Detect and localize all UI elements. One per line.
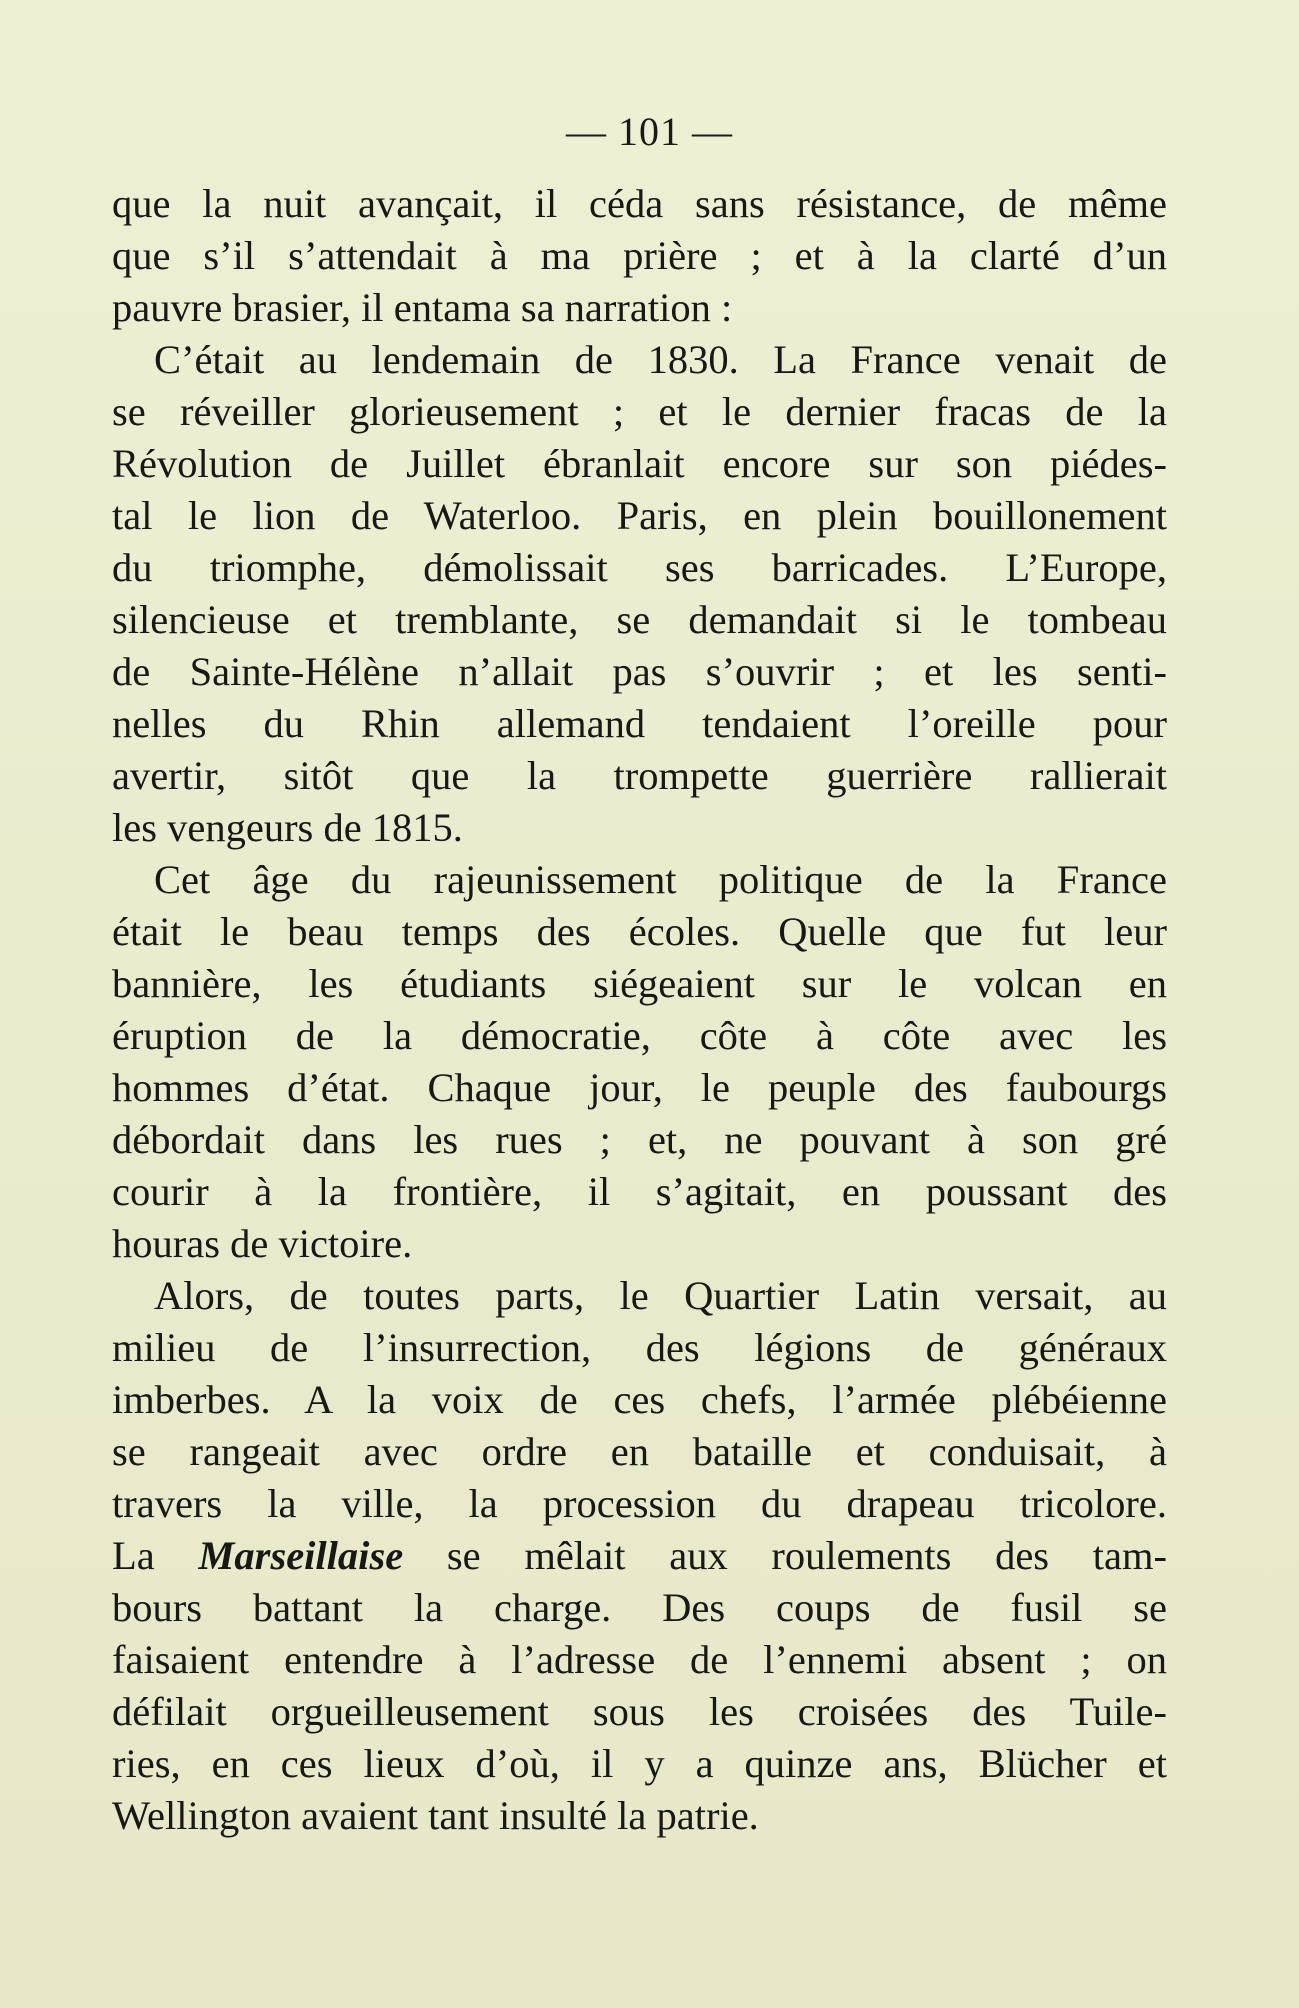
text-line: de Sainte-Hélène n’allait pas s’ouvrir ; et les senti- [112, 649, 1167, 694]
text-line: courir à la frontière, il s’agitait, en poussant des [112, 1169, 1167, 1214]
text-line: du triomphe, démolissait ses barricades. L’Europe, [112, 545, 1167, 590]
text-line: était le beau temps des écoles. Quelle que fut leur [112, 909, 1167, 954]
paragraph-first-line: Alors, de toutes parts, le Quartier Latin versait, au [154, 1273, 1167, 1318]
text-line: Révolution de Juillet ébranlait encore sur son piédes- [112, 441, 1167, 486]
paragraph-first-line: C’était au lendemain de 1830. La France venait de [154, 337, 1167, 382]
text-line: débordait dans les rues ; et, ne pouvant à son gré [112, 1117, 1167, 1162]
text-line: se réveiller glorieusement ; et le dernier fracas de la [112, 389, 1167, 434]
text-segment: se mêlait aux roulements des tam- [403, 1533, 1167, 1578]
body-text [112, 178, 1167, 1842]
paragraph-first-line: Cet âge du rajeunissement politique de la France [154, 857, 1167, 902]
text-line: éruption de la démocratie, côte à côte avec les [112, 1013, 1167, 1058]
text-line: pauvre brasier, il entama sa narration : [112, 285, 733, 330]
text-line: se rangeait avec ordre en bataille et conduisait, à [112, 1429, 1167, 1474]
text-line: hommes d’état. Chaque jour, le peuple des faubourgs [112, 1065, 1167, 1110]
text-line: bours battant la charge. Des coups de fusil se [112, 1585, 1167, 1630]
text-segment: La [112, 1533, 199, 1578]
text-line: silencieuse et tremblante, se demandait si le tombeau [112, 597, 1167, 642]
text-line: nelles du Rhin allemand tendaient l’oreille pour [112, 701, 1167, 746]
text-line-with-emphasis [112, 1530, 1167, 1582]
text-line: houras de victoire. [112, 1221, 413, 1266]
text-line: bannière, les étudiants siégeaient sur le volcan en [112, 961, 1167, 1006]
text-line: que la nuit avançait, il céda sans résistance, de même [112, 181, 1167, 226]
page-number: — 101 — [566, 109, 733, 154]
emphasized-title: Marseillaise [198, 1533, 404, 1578]
text-line: Wellington avaient tant insulté la patrie. [112, 1793, 759, 1838]
text-line: milieu de l’insurrection, des légions de généraux [112, 1325, 1167, 1370]
text-line: faisaient entendre à l’adresse de l’ennemi absent ; on [112, 1637, 1167, 1682]
text-line: tal le lion de Waterloo. Paris, en plein bouillonement [112, 493, 1167, 538]
text-line: les vengeurs de 1815. [112, 805, 463, 850]
text-line: que s’il s’attendait à ma prière ; et à la clarté d’un [112, 233, 1167, 278]
text-line: défilait orgueilleusement sous les croisées des Tuile- [112, 1689, 1167, 1734]
text-line: travers la ville, la procession du drapeau tricolore. [112, 1481, 1167, 1526]
text-line: avertir, sitôt que la trompette guerrière rallierait [112, 753, 1167, 798]
text-line: ries, en ces lieux d’où, il y a quinze ans, Blücher et [112, 1741, 1167, 1786]
text-line: imberbes. A la voix de ces chefs, l’armée plébéienne [112, 1377, 1167, 1422]
